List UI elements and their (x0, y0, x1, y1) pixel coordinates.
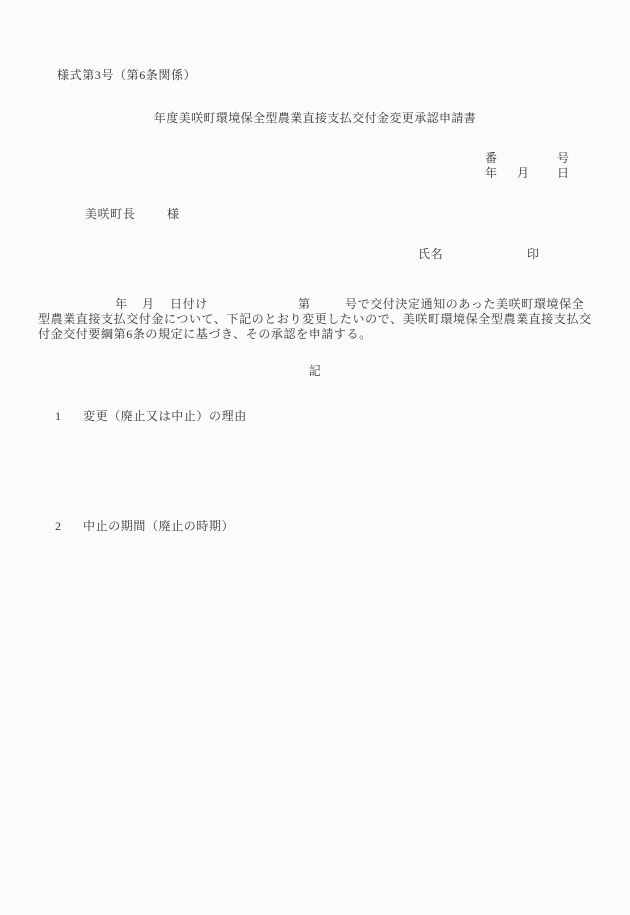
body-paragraph (38, 297, 600, 342)
date-year-label: 年 (485, 166, 498, 180)
item-2-number: 2 (55, 519, 62, 533)
date-month-label: 月 (517, 166, 530, 180)
record-marker: 記 (308, 364, 322, 378)
addressee-title: 美咲町長 (85, 207, 136, 221)
body-month-label: 月 (142, 297, 155, 311)
body-line-3: 付金交付要綱第6条の規定に基づき、その承認を申請する。 (38, 327, 372, 341)
applicant-seal-label: 印 (527, 247, 540, 261)
addressee-honorific: 様 (167, 207, 180, 221)
body-line-1-text: 号で交付決定通知のあった美咲町環境保全 (345, 297, 585, 311)
reference-number-prefix: 番 (485, 151, 498, 165)
reference-number-suffix: 号 (557, 151, 570, 165)
date-day-label: 日 (557, 166, 570, 180)
body-line-1 (38, 297, 600, 312)
form-number: 様式第3号（第6条関係） (57, 68, 197, 82)
document-title: 年度美咲町環境保全型農業直接支払交付金変更承認申請書 (153, 111, 477, 125)
body-number-prefix: 第 (298, 297, 311, 311)
item-1-number: 1 (55, 409, 62, 423)
applicant-name-label: 氏名 (418, 247, 444, 261)
item-1-label: 変更（廃止又は中止）の理由 (83, 409, 247, 423)
item-2-label: 中止の期間（廃止の時期） (83, 519, 235, 533)
item-change-reason (55, 409, 247, 424)
body-line-2: 型農業直接支払交付金について、下記のとおり変更したいので、美咲町環境保全型農業直接支払交 (38, 312, 592, 326)
item-suspension-period (55, 519, 234, 534)
body-day-suffix: 日付け (170, 297, 208, 311)
body-year-label: 年 (115, 297, 128, 311)
